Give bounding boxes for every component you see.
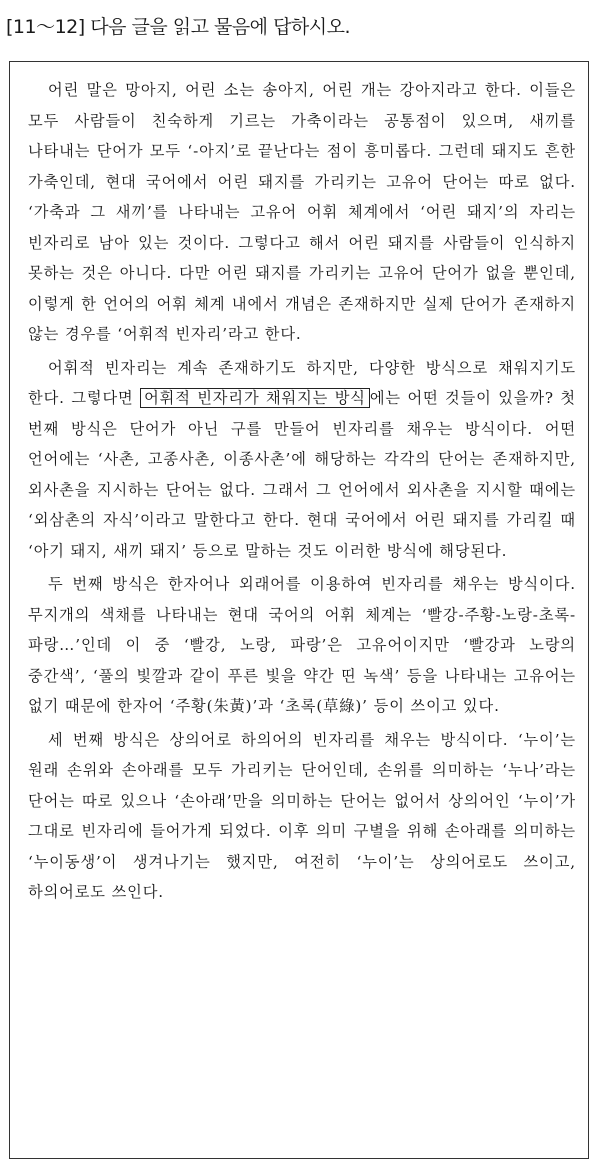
paragraph-2-text-before: 어휘적 빈자리는 계속 존재하기도 하지만, 다양한 방식으로 채워지기도 한다. 그렇다면 [28, 358, 576, 407]
paragraph-1: 어린 말은 망아지, 어린 소는 송아지, 어린 개는 강아지라고 한다. 이들은 모두 사람들이 친숙하게 기르는 가축이라는 공통점이 있으며, 새끼를 나타내는 단어가 모두 ‘-아지’로 끝난다는 점이 흥미롭다. 그런데 돼지도 흔한 가축인데, 현대 국어에서 어린 돼지를 가리키는 고유어 단어는 따로 없다. ‘가축과 그 새끼’를 나타내는 고유어 어휘 체계에서 ‘어린 돼지’의 자리는 빈자리로 남아 있는 것이다. 그렇다고 해서 어린 돼지를 사람들이 인식하지 못하는 것은 아니다. 다만 어린 돼지를 가리키는 고유어 단어가 없을 뿐인데, 이렇게 한 언어의 어휘 체계 내에서 개념은 존재하지만 실제 단어가 존재하지 않는 경우를 ‘어휘적 빈자리’라고 한다. [28, 81, 576, 343]
paragraph-2 [28, 353, 576, 567]
passage [28, 75, 576, 908]
paragraph-3: 두 번째 방식은 한자어나 외래어를 이용하여 빈자리를 채우는 방식이다. 무지개의 색채를 나타내는 현대 국어의 어휘 체계는 ‘빨강-주황-노랑-초록-파랑…’인데 이 중 ‘빨강, 노랑, 파랑’은 고유어이지만 ‘빨강과 노랑의 중간색’, ‘풀의 빛깔과 같이 푸른 빛을 약간 띤 녹색’ 등을 나타내는 고유어는 없기 때문에 한자어 ‘주황(朱黃)’과 ‘초록(草綠)’ 등이 쓰이고 있다. [28, 575, 576, 715]
paragraph-4: 세 번째 방식은 상의어로 하의어의 빈자리를 채우는 방식이다. ‘누이’는 원래 손위와 손아래를 모두 가리키는 단어인데, 손위를 의미하는 ‘누나’라는 단어는 따로 있으나 ‘손아래’만을 의미하는 단어는 없어서 상의어인 ‘누이’가 그대로 빈자리에 들어가게 되었다. 이후 의미 구별을 위해 손아래를 의미하는 ‘누이동생’이 생겨나기는 했지만, 여전히 ‘누이’는 상의어로도 쓰이고, 하의어로도 쓰인다. [28, 730, 576, 901]
paragraph-2-text-after: 에는 어떤 것들이 있을까? 첫 번째 방식은 단어가 아닌 구를 만들어 빈자리를 채우는 방식이다. 어떤 언어에는 ‘사촌, 고종사촌, 이종사촌’에 해당하는 각각의 단어는 존재하지만, 외사촌을 지시하는 단어는 없다. 그래서 그 언어에서 외사촌을 지시할 때에는 ‘외삼촌의 자식’이라고 말한다고 한다. 현대 국어에서 어린 돼지를 가리킬 때 ‘아기 돼지, 새끼 돼지’ 등으로 말하는 것도 이러한 방식에 해당된다. [28, 389, 576, 560]
question-header: [11～12] 다음 글을 읽고 물음에 답하시오. [6, 16, 351, 38]
boxed-phrase: 어휘적 빈자리가 채워지는 방식 [140, 388, 370, 408]
